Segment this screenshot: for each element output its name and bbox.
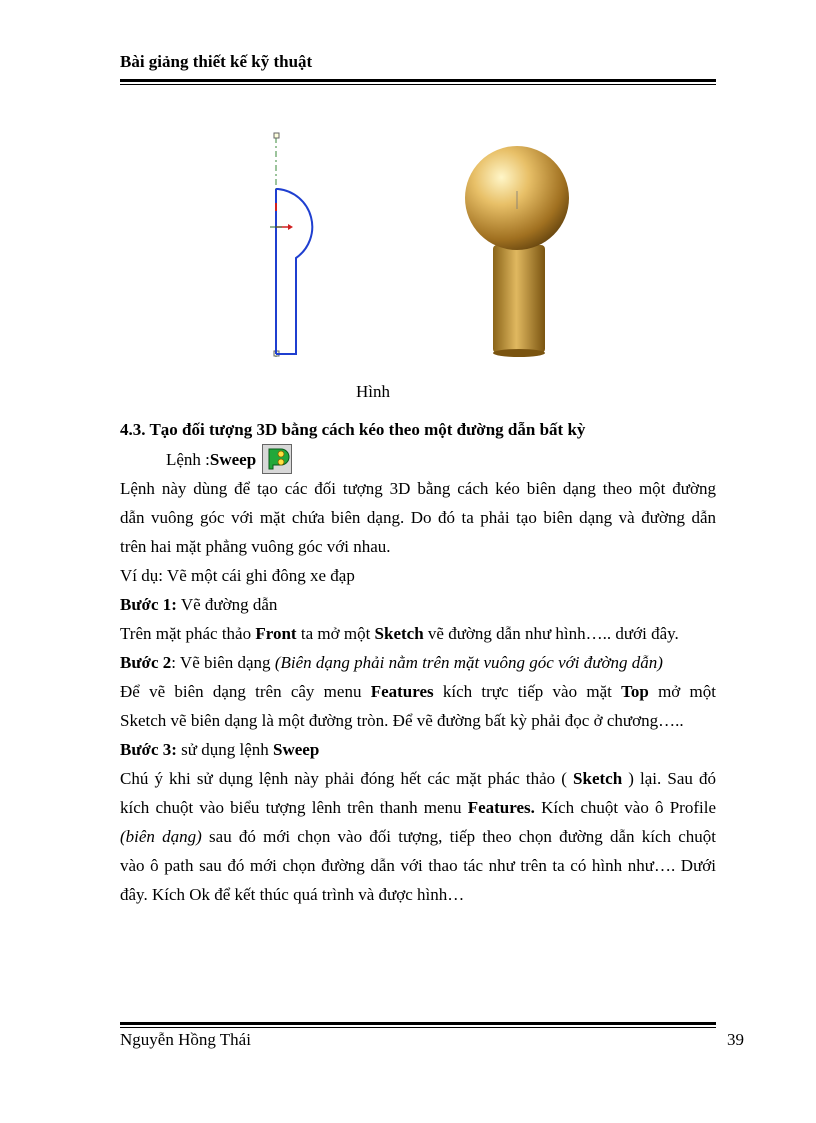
- para-line-2: dẫn vuông góc với mặt chứa biên dạng. Do đó ta phải tạo biên dạng và đường dẫn: [120, 508, 716, 527]
- n2a: kích chuột vào biểu tượng lênh trên thanh menu: [120, 798, 468, 817]
- step3-line: [120, 735, 716, 764]
- figure-caption: Hình: [356, 382, 390, 401]
- step2-text: : Vẽ biên dạng: [171, 653, 275, 672]
- header-rule-thin: [120, 84, 716, 85]
- section-heading: 4.3. Tạo đối tượng 3D bằng cách kéo theo một đường dẫn bất kỳ: [120, 420, 586, 439]
- example-line: Ví dụ: Vẽ một cái ghi đông xe đạp: [120, 566, 355, 585]
- header-rule-thick: [120, 79, 716, 82]
- note-line-5: đây. Kích Ok để kết thúc quá trình và được hình…: [120, 885, 465, 904]
- step1-line: [120, 590, 716, 619]
- step2-detail-1: [120, 677, 716, 706]
- s2c: kích trực tiếp vào mặt: [433, 682, 622, 701]
- profile-sketch: [270, 133, 312, 357]
- axis-arrow: [288, 224, 293, 230]
- page-number: 39: [727, 1030, 744, 1049]
- n1c: ) lại. Sau đó: [622, 769, 716, 788]
- step1-text: Vẽ đường dẫn: [176, 595, 278, 614]
- step1-label: Bước 1:: [120, 595, 177, 614]
- note-line-4: vào ô path sau đó mới chọn đường dẫn với thao tác như trên ta có hình như…. Dưới: [120, 856, 716, 875]
- s2b: Features: [370, 682, 434, 701]
- step3-text: sử dụng lệnh: [176, 740, 274, 759]
- s2a: Để vẽ biên dạng trên cây menu: [120, 682, 371, 701]
- figure-sweep-example: [240, 125, 600, 365]
- s1d: Sketch: [374, 624, 424, 643]
- sweep-3d-result: [465, 146, 569, 357]
- header-title: Bài giảng thiết kế kỹ thuật: [120, 52, 313, 71]
- step2-line: [120, 648, 716, 677]
- s1a: Trên mặt phác thảo: [120, 624, 256, 643]
- command-name: Sweep: [209, 449, 257, 469]
- endpoint-top: [274, 133, 279, 138]
- s1e: vẽ đường dẫn như hình….. dưới đây.: [423, 624, 679, 643]
- s1c: ta mở một: [296, 624, 375, 643]
- footer-author: Nguyễn Hồng Thái: [120, 1030, 251, 1049]
- body-text: [120, 415, 716, 909]
- step1-detail: [120, 619, 716, 648]
- n1a: Chú ý khi sử dụng lệnh này phải đóng hết các mặt phác thảo (: [120, 769, 574, 788]
- shaft-base: [493, 349, 545, 357]
- profile-outline: [276, 189, 312, 354]
- sweep-icon-svg: [263, 445, 291, 473]
- note-line-1: [120, 764, 716, 793]
- note-line-3: [120, 822, 716, 851]
- n3a: (biên dạng): [120, 827, 202, 846]
- n2b: Features.: [467, 798, 535, 817]
- command-label: Lệnh :: [166, 449, 210, 469]
- n1b: Sketch: [573, 769, 623, 788]
- step2-label: Bước 2: [120, 653, 172, 672]
- step3-bold: Sweep: [273, 740, 320, 759]
- command-line: [120, 444, 716, 474]
- note-line-2: [120, 793, 716, 822]
- figure-svg: [240, 125, 600, 365]
- s2e: mở một: [648, 682, 716, 701]
- para-line-3: trên hai mặt phẳng vuông góc với nhau.: [120, 537, 391, 556]
- s2d: Top: [621, 682, 649, 701]
- sweep-icon: [262, 444, 292, 474]
- footer-rule-thick: [120, 1022, 716, 1025]
- n3b: sau đó mới chọn vào đối tượng, tiếp theo chọn đường dẫn kích chuột: [201, 827, 716, 846]
- step2-italic: (Biên dạng phải nằm trên mặt vuông góc với đường dẫn): [274, 653, 663, 672]
- shaft: [493, 245, 545, 353]
- footer-rule-thin: [120, 1027, 716, 1028]
- n2c: Kích chuột vào ô Profile: [534, 798, 716, 817]
- para-line-1: Lệnh này dùng để tạo các đối tượng 3D bằng cách kéo biên dạng theo một đường: [120, 479, 716, 498]
- s1b: Front: [255, 624, 297, 643]
- step2-detail-2: Sketch vẽ biên dạng là một đường tròn. Để vẽ đường bất kỳ phải đọc ở chương…..: [120, 711, 684, 730]
- step3-label: Bước 3:: [120, 740, 177, 759]
